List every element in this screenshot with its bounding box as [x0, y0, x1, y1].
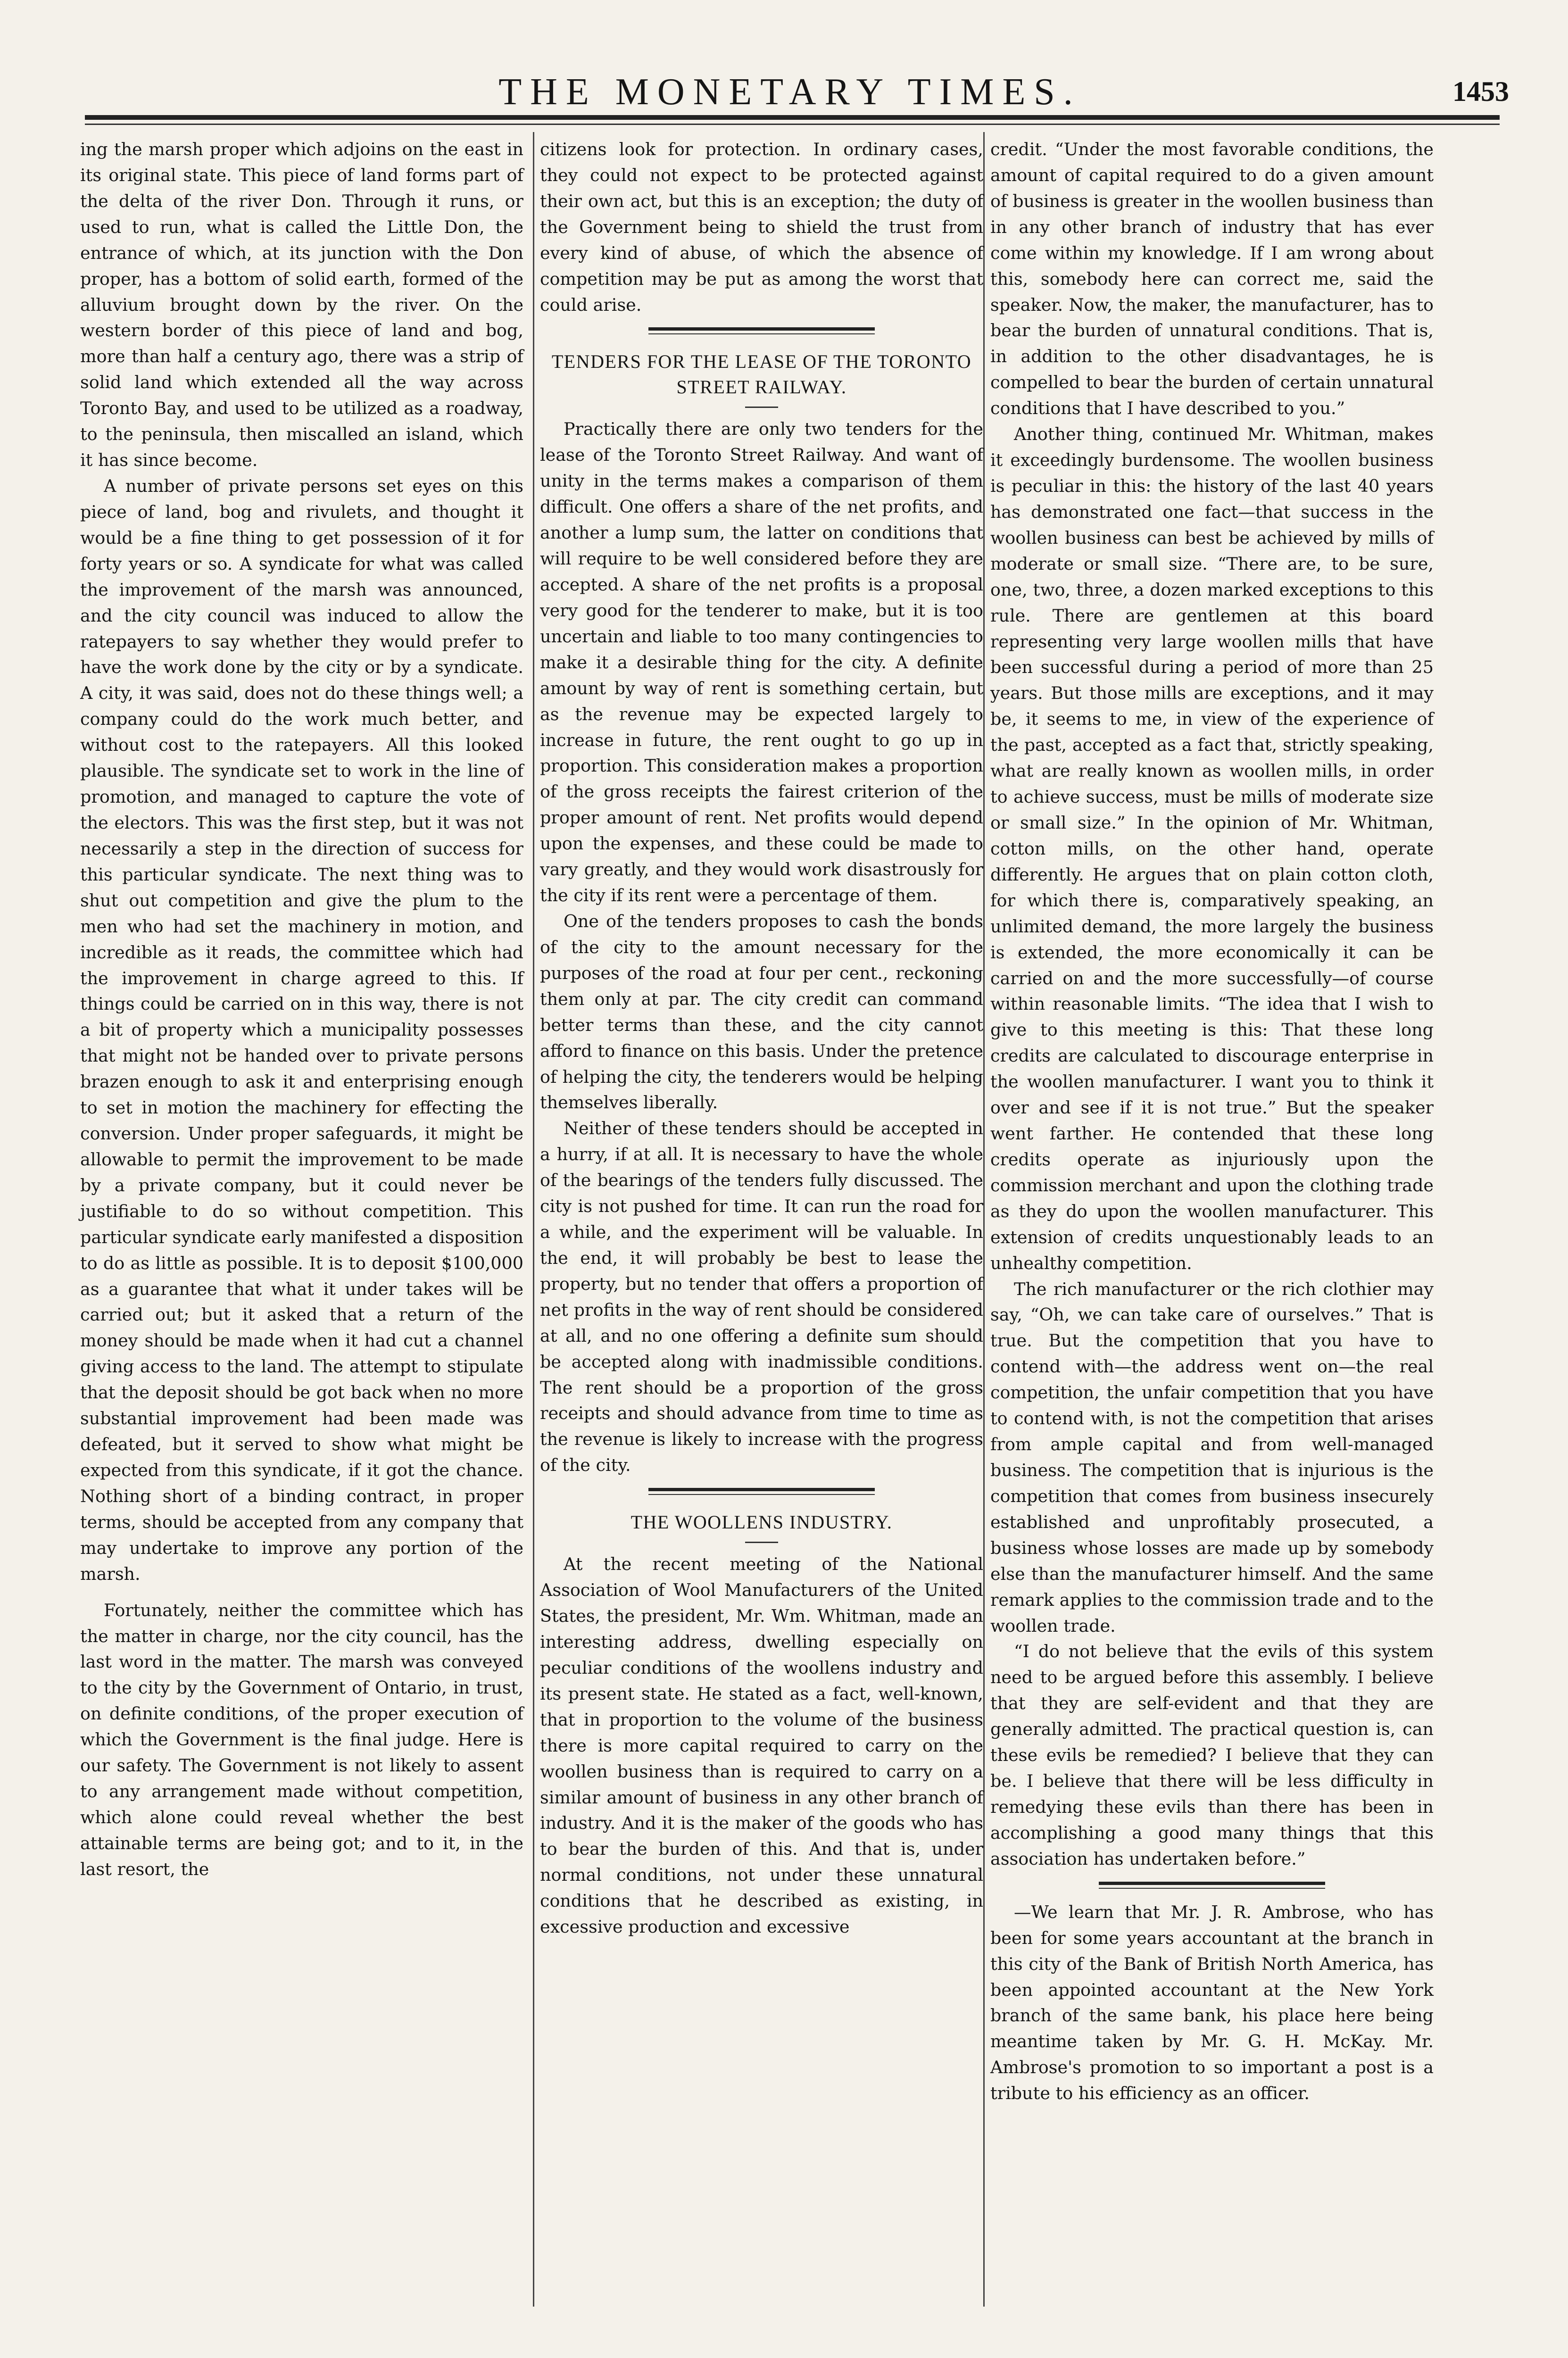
heading-rule: [745, 1542, 778, 1543]
paragraph: Neither of these tenders should be accepted in a hurry, if at all. It is necessary to have the whole of the bearings of the tenders fully discussed. The city is not pushed for time. It can run the road for a while, and the experiment will be valuable. In the end, it will probably be best to lease the property, but no tender that offers a proportion of net profits in the way of rent should be considered at all, and no one offering a definite sum should be accepted along with inadmissible conditions. The rent should be a proportion of the gross receipts and should advance from time to time as the revenue is likely to increase with the progress of the city.: [540, 1118, 983, 1476]
paragraph: At the recent meeting of the National Association of Wool Manufacturers of the United States, the president, Mr. Wm. Whitman, made an interesting address, dwelling especially on peculiar conditions of the woollens industry and its present state. He stated as a fact, well-known, that in proportion to the volume of the business there is more capital required to carry on the woollen business than is required to carry on a similar amount of business in any other branch of industry. And it is the maker of the goods who has to bear the burden of this. And that is, under normal conditions, not under these unnatural conditions that he described as existing, in excessive production and excessive: [540, 1554, 983, 1937]
section-divider: [540, 318, 983, 345]
article-heading: TENDERS FOR THE LEASE OF THE TORONTO STREET RAILWAY.: [551, 351, 972, 398]
masthead-rule-thin: [85, 124, 1500, 125]
paragraph: A number of private persons set eyes on this piece of land, bog and rivulets, and thought it would be a fine thing to get possession of it for forty years or so. A syndicate for what was called the improvement of the marsh was announced, and the city council was induced to allow the ratepayers to say whether they would prefer to have the work done by the city or by a syndicate. A city, it was said, does not do these things well; a company could do the work much better, and without cost to the ratepayers. All this looked plausible. The syndicate set to work in the line of promotion, and managed to capture the vote of the electors. This was the first step, but it was not necessarily a step in the direction of success for this particular syndicate. The next thing was to shut out competition and give the plum to the men who had set the machinery in motion, and incredible as it reads, the committee which had the improvement in charge agreed to this. If things could be carried on in this way, there is not a bit of property which a municipality possesses that might not be handed over to private persons brazen enough to ask it and enterprising enough to set in motion the machinery for effecting the conversion. Under proper safeguards, it might be allowable to permit the improvement to be made by a private company, but it could never be justifiable to do so without competition. This particular syndicate early manifested a disposition to do as little as possible. It is to deposit $100,000 as a guarantee that what it under takes will be carried out; but it asked that a return of the money should be made when it had cut a channel giving access to the land. The attempt to stipulate that the deposit should be got back when no more substantial improvement had been made was defeated, but it served to show what might be expected from this syndicate, if it got the chance. Nothing short of a binding contract, in proper terms, should be accepted from any company that may undertake to improve any portion of the marsh.: [80, 475, 523, 1584]
column-2: [540, 137, 983, 1940]
masthead-rule-thick: [85, 115, 1500, 120]
column-1: [80, 137, 523, 1883]
column-divider: [533, 132, 534, 2307]
paragraph: Fortunately, neither the committee which has the matter in charge, nor the city council, has the last word in the matter. The marsh was conveyed to the city by the Government of Ontario, in trust, on definite conditions, of the proper execution of which the Government is the final judge. Here is our safety. The Government is not likely to assent to any arrangement made without competition, which alone could reveal whether the best attainable terms are being got; and to it, in the last resort, the: [80, 1600, 523, 1879]
article-heading: THE WOOLLENS INDUSTRY.: [631, 1511, 893, 1533]
paragraph: Practically there are only two tenders for the lease of the Toronto Street Railway. And want of unity in the terms makes a comparison of them difficult. One offers a share of the net profits, and another a lump sum, the latter on conditions that will require to be well considered before they are accepted. A share of the net profits is a proposal very good for the tenderer to make, but it is too uncertain and liable to too many contingencies to make it a desirable thing for the city. A definite amount by way of rent is something certain, but as the revenue may be expected largely to increase in future, the rent ought to go up in proportion. This consideration makes a proportion of the gross receipts the fairest criterion of the proper amount of rent. Net profits would depend upon the expenses, and these could be made to vary greatly, and they would work disastrously for the city if its rent were a percentage of them.: [540, 419, 983, 906]
publication-title: THE MONETARY TIMES.: [498, 71, 1081, 113]
paragraph: ing the marsh proper which adjoins on the east in its original state. This piece of land forms part of the delta of the river Don. Through it runs, or used to run, what is called the Little Don, the entrance of which, at its junction with the Don proper, has a bottom of solid earth, formed of the alluvium brought down by the river. On the western border of this piece of land and bog, more than half a century ago, there was a strip of solid land which extended all the way across Toronto Bay, and used to be utilized as a roadway, to the peninsula, then miscalled an island, which it has since become.: [80, 139, 523, 471]
masthead: [71, 61, 1509, 118]
paragraph: One of the tenders proposes to cash the bonds of the city to the amount necessary for the purposes of the road at four per cent., reckoning them only at par. The city credit can command better terms than these, and the city cannot afford to finance on this basis. Under the pretence of helping the city, the tenderers would be helping themselves liberally.: [540, 911, 983, 1113]
paragraph: The rich manufacturer or the rich clothier may say, “Oh, we can take care of ourselves.” That is true. But the competition that you have to contend with—the address went on—the real competition, the unfair competition that you have to contend with, is not the competition that arises from ample capital and from well-managed business. The competition that is injurious is the competition that comes from business insecurely established and unprofitably prosecuted, a business whose losses are made up by somebody else than the manufacturer himself. And the same remark applies to the commission trade and to the woollen trade.: [990, 1279, 1434, 1636]
column-3: [990, 137, 1434, 2107]
paragraph: Another thing, continued Mr. Whitman, makes it exceedingly burdensome. The woollen business is peculiar in this: the history of the last 40 years has demonstrated one fact—that success in the woollen business can best be achieved by mills of moderate or small size. “There are, to be sure, one, two, three, a dozen marked exceptions to this rule. There are gentlemen at this board representing very large woollen mills that have been successful during a period of more than 25 years. But those mills are exceptions, and it may be, it seems to me, in view of the experience of the past, accepted as a fact that, strictly speaking, what are really known as woollen mills, in order to achieve success, must be mills of moderate size or small size.” In the opinion of Mr. Whitman, cotton mills, on the other hand, operate differently. He argues that on plain cotton cloth, for which there is, comparatively speaking, an unlimited demand, the more largely the business is extended, the more economically it can be carried on and the more successfully—of course within reasonable limits. “The idea that I wish to give to this meeting is this: That these long credits are calculated to discourage enterprise in the woollen manufacturer. I want you to think it over and see if it is not true.” But the speaker went farther. He contended that these long credits operate as injuriously upon the commission merchant and upon the clothing trade as they do upon the woollen manufacturer. This extension of credits unquestionably leads to an unhealthy competition.: [990, 424, 1434, 1273]
heading-rule: [745, 407, 778, 408]
paragraph: “I do not believe that the evils of this system need to be argued before this assembly. I believe that they are self-evident and that they are generally admitted. The practical question is, can these evils be remedied? I believe that they can be. I believe that there will be less difficulty in remedying these evils than there has been in accomplishing a good many things that this association has undertaken before.”: [990, 1641, 1434, 1869]
paragraph: citizens look for protection. In ordinary cases, they could not expect to be protected against their own act, but this is an exception; the duty of the Government being to shield the trust from every kind of abuse, of which the absence of competition may be put as among the worst that could arise.: [540, 139, 983, 315]
news-note: —We learn that Mr. J. R. Ambrose, who has been for some years accountant at the branch in this city of the Bank of British North America, has been appointed accountant at the New York branch of the same bank, his place here being meantime taken by Mr. G. H. McKay. Mr. Ambrose's promotion to so important a post is a tribute to his efficiency as an officer.: [990, 1901, 1434, 2104]
section-divider: [990, 1872, 1434, 1900]
paragraph: credit. “Under the most favorable conditions, the amount of capital required to do a given amount of business is greater in the woollen business than in any other branch of industry that has ever come within my knowledge. If I am wrong about this, somebody here can correct me, said the speaker. Now, the maker, the manufacturer, has to bear the burden of unnatural conditions. That is, in addition to the other disadvantages, he is compelled to bear the burden of certain unnatural conditions that I have described to you.”: [990, 139, 1434, 419]
page-number: 1453: [1452, 76, 1509, 107]
section-divider: [540, 1478, 983, 1506]
column-divider: [983, 132, 985, 2307]
